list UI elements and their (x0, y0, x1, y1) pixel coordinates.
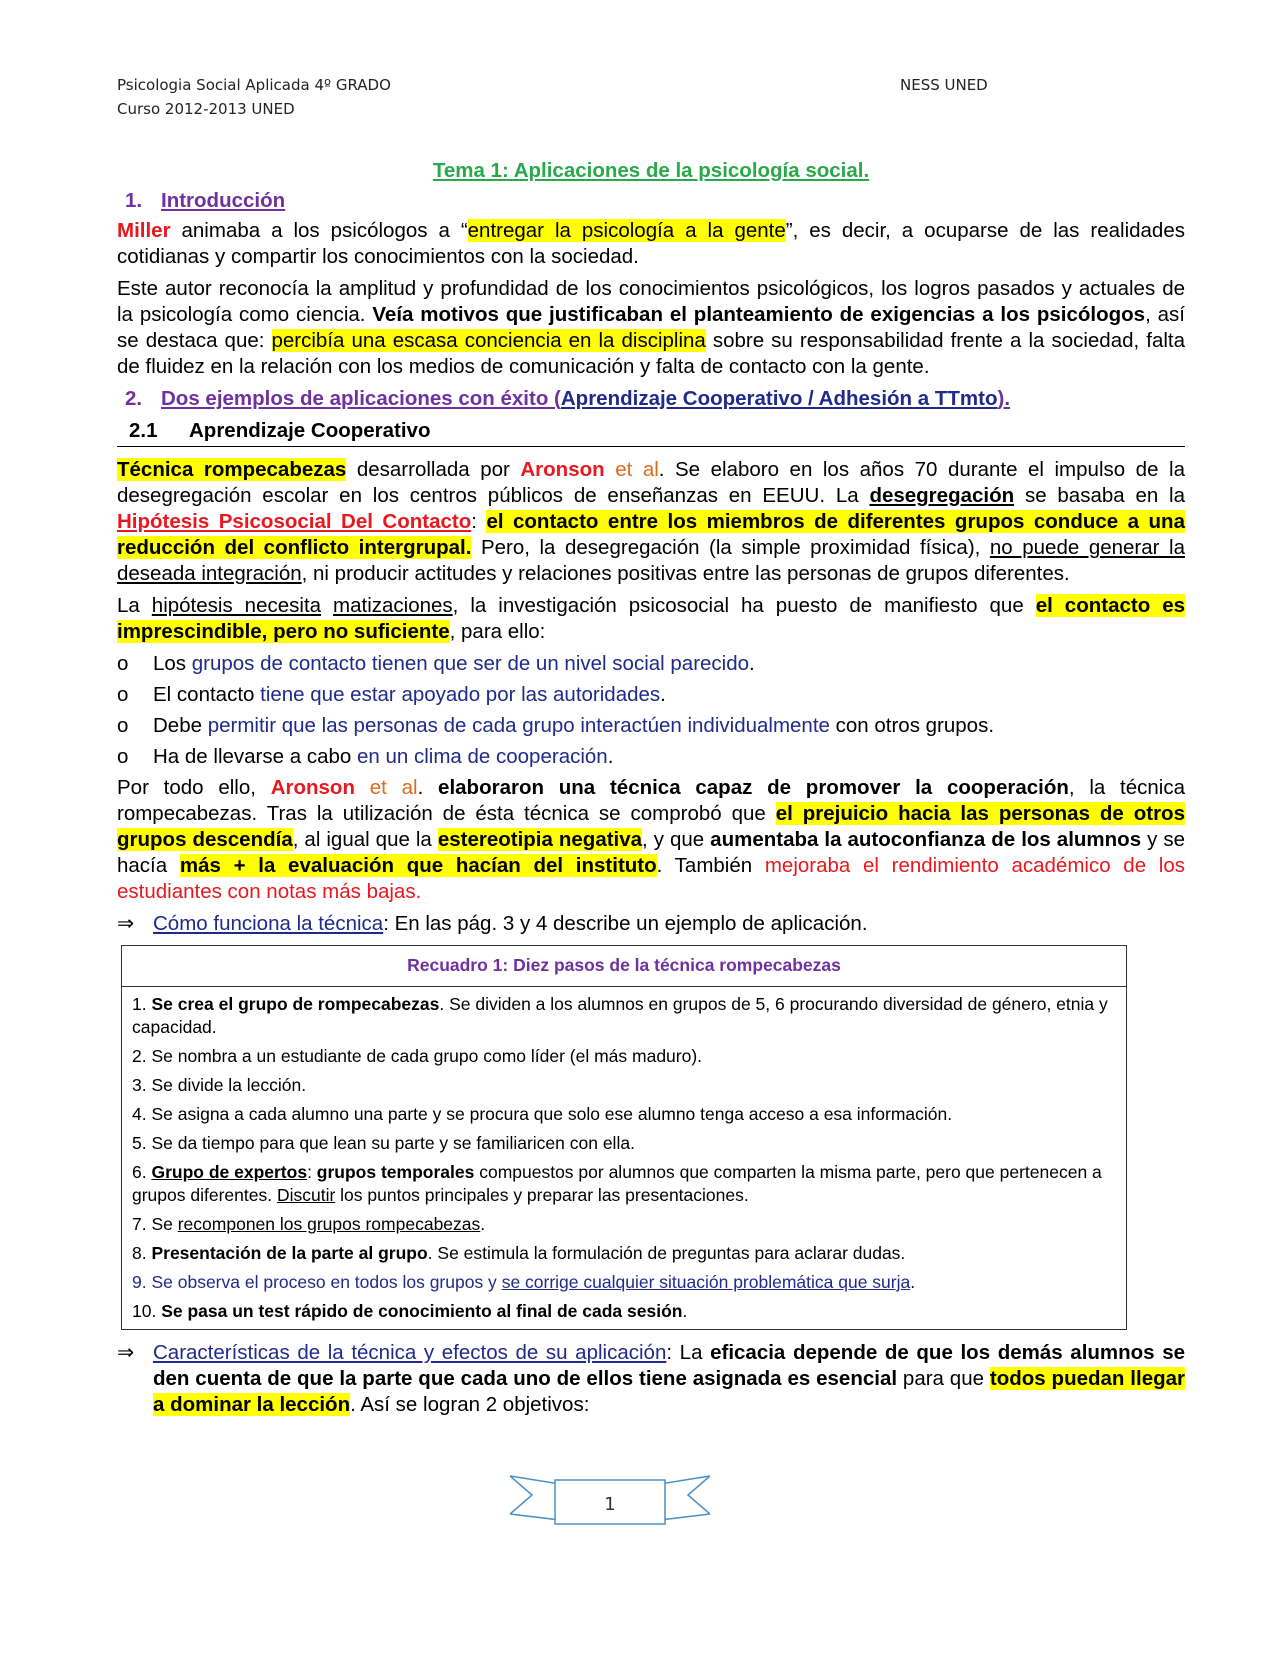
paragraph-hipotesis: La hipótesis necesita matizaciones, la investigación psicosocial ha puesto de manifiesto que el contacto es imprescindible, pero no suficiente, para ello: (117, 594, 1186, 643)
section-label: Introducción (161, 189, 286, 212)
step-item: 3. Se divide la lección. (132, 1075, 307, 1095)
author-name: Aronson (520, 458, 605, 481)
arrow-item-como-funciona: ⇒ Cómo funciona la técnica: En las pág. 3 y 4 describe un ejemplo de aplicación. (117, 912, 868, 935)
page-number: 1 (604, 1494, 616, 1515)
highlight: percibía una escasa conciencia en la disciplina (271, 329, 706, 352)
recuadro-pasos (121, 945, 1127, 1330)
highlight: el contacto es imprescindible, pero no suficiente (117, 594, 1186, 643)
paragraph-resultados: Por todo ello, Aronson et al. elaboraron una técnica capaz de promover la cooperación, la técnica rompecabezas. Tras la utilización de ésta técnica se comprobó que el prejuicio hacia las personas de otros grupos descendía, al igual que la estereotipia negativa, y que aumentaba la autoconfianza de los alumnos y se hacía más + la evaluación que hacían del instituto. También mejoraba el rendimiento académico de los estudiantes con notas más bajas. (117, 776, 1186, 903)
section-number: 1. (125, 189, 143, 212)
section-introduccion (125, 188, 1185, 214)
paragraph-autor: Este autor reconocía la amplitud y profundidad de los conocimientos psicológicos, los logros pasados y actuales de la psicología como ciencia. Veía motivos que justificaban el planteamiento de exigencias a los psicólogos, así se destaca que: percibía una escasa conciencia en la disciplina sobre su responsabilidad frente a la sociedad, falta de fluidez en la relación con los medios de comunicación y falta de contacto con la gente. (117, 277, 1185, 378)
box-title: Recuadro 1: Diez pasos de la técnica rompecabezas (122, 946, 1126, 987)
step-item: 4. Se asigna a cada alumno una parte y se procura que solo ese alumno tenga acceso a esa información. (132, 1104, 953, 1124)
bullet-icon: o (117, 714, 129, 737)
step-item: 1. Se crea el grupo de rompecabezas. Se dividen a los alumnos en grupos de 5, 6 procurando diversidad de género, etnia y capacidad. (132, 994, 1108, 1037)
step-item: 6. Grupo de expertos: grupos temporales compuestos por alumnos que comparten la misma parte, pero que pertenecen a grupos diferentes. Discutir los puntos principales y preparar las presentaciones. (132, 1162, 1102, 1205)
link-como-funciona[interactable]: Cómo funciona la técnica (153, 912, 384, 935)
arrow-item-caracteristicas: ⇒ Características de la técnica y efectos de su aplicación: La eficacia depende de que los demás alumnos se den cuenta de que la parte que cada uno de ellos tiene asignada es esencial para que todos puedan llegar a dominar la lección. Así se logran 2 objetivos: (117, 1341, 1186, 1416)
highlight: el prejuicio hacia las personas de otros grupos descendía (117, 802, 1185, 851)
document-body (117, 158, 1185, 1424)
highlight: más + la evaluación que hacían del instituto (179, 854, 657, 877)
highlight: Técnica rompecabezas (117, 458, 347, 481)
step-item: 9. Se observa el proceso en todos los grupos y se corrige cualquier situación problemática que surja. (132, 1272, 916, 1292)
author-name: Miller (117, 219, 171, 242)
author-name: Aronson (270, 776, 355, 799)
section-ejemplos: 2. Dos ejemplos de aplicaciones con éxito (Aprendizaje Cooperativo / Adhesión a TTmto). (125, 387, 1011, 410)
paragraph-rompecabezas: Técnica rompecabezas desarrollada por Aronson et al. Se elaboro en los años 70 durante el impulso de la desegregación escolar en los centros públicos de enseñanzas en EEUU. La desegregación se basaba en la Hipótesis Psicosocial Del Contacto: el contacto entre los miembros de diferentes grupos conduce a una reducción del conflicto intergrupal. Pero, la desegregación (la simple proximidad física), no puede generar la deseada integración, ni producir actitudes y relaciones positivas entre las personas de grupos diferentes. (117, 458, 1185, 585)
bullet-icon: o (117, 683, 129, 706)
step-item: 10. Se pasa un test rápido de conocimiento al final de cada sesión. (132, 1301, 688, 1321)
link-se-corrige[interactable]: se corrige cualquier situación problemática que surja (501, 1272, 911, 1292)
header-course: Psicologia Social Aplicada 4º GRADO (117, 76, 391, 94)
subsection-aprendizaje: 2.1 Aprendizaje Cooperativo (117, 418, 1185, 447)
document-title: Tema 1: Aplicaciones de la psicología social. (432, 159, 870, 182)
arrow-right-icon: ⇒ (117, 1341, 135, 1364)
arrow-right-icon: ⇒ (117, 912, 135, 935)
highlight: entregar la psicología a la gente (467, 219, 786, 242)
list-item: o Ha de llevarse a cabo en un clima de cooperación. (117, 745, 614, 768)
bullet-icon: o (117, 745, 129, 768)
highlight: estereotipia negativa (437, 828, 643, 851)
ribbon-right-icon (660, 1476, 710, 1520)
hypothesis-name: Hipótesis Psicosocial Del Contacto (117, 510, 472, 533)
step-item: 5. Se da tiempo para que lean su parte y se familiaricen con ella. (132, 1133, 635, 1153)
ribbon-left-icon (510, 1476, 560, 1520)
highlight: el contacto entre los miembros de diferentes grupos conduce a una reducción del conflicto intergrupal. (117, 510, 1185, 559)
page-number-ribbon (510, 1470, 710, 1530)
list-item: o Los grupos de contacto tienen que ser de un nivel social parecido. (117, 652, 755, 675)
step-item: 2. Se nombra a un estudiante de cada grupo como líder (el más maduro). (132, 1046, 703, 1066)
paragraph-miller: Miller animaba a los psicólogos a “entregar la psicología a la gente”, es decir, a ocuparse de las realidades cotidianas y compartir los conocimientos con la sociedad. (117, 219, 1185, 268)
header-right: NESS UNED (900, 76, 988, 94)
steps-list (122, 987, 1126, 1329)
list-item: o El contacto tiene que estar apoyado por las autoridades. (117, 683, 666, 706)
step-item: 8. Presentación de la parte al grupo. Se estimula la formulación de preguntas para aclarar dudas. (132, 1243, 906, 1263)
header-year: Curso 2012-2013 UNED (117, 100, 295, 118)
highlight: todos puedan llegar a dominar la lección (153, 1367, 1185, 1416)
bullet-icon: o (117, 652, 129, 675)
link-caracteristicas[interactable]: Características de la técnica y efectos de su aplicación (153, 1341, 667, 1364)
list-item: o Debe permitir que las personas de cada grupo interactúen individualmente con otros grupos. (117, 714, 995, 737)
step-item: 7. Se recomponen los grupos rompecabezas. (132, 1214, 486, 1234)
section-number: 2. (125, 387, 143, 410)
